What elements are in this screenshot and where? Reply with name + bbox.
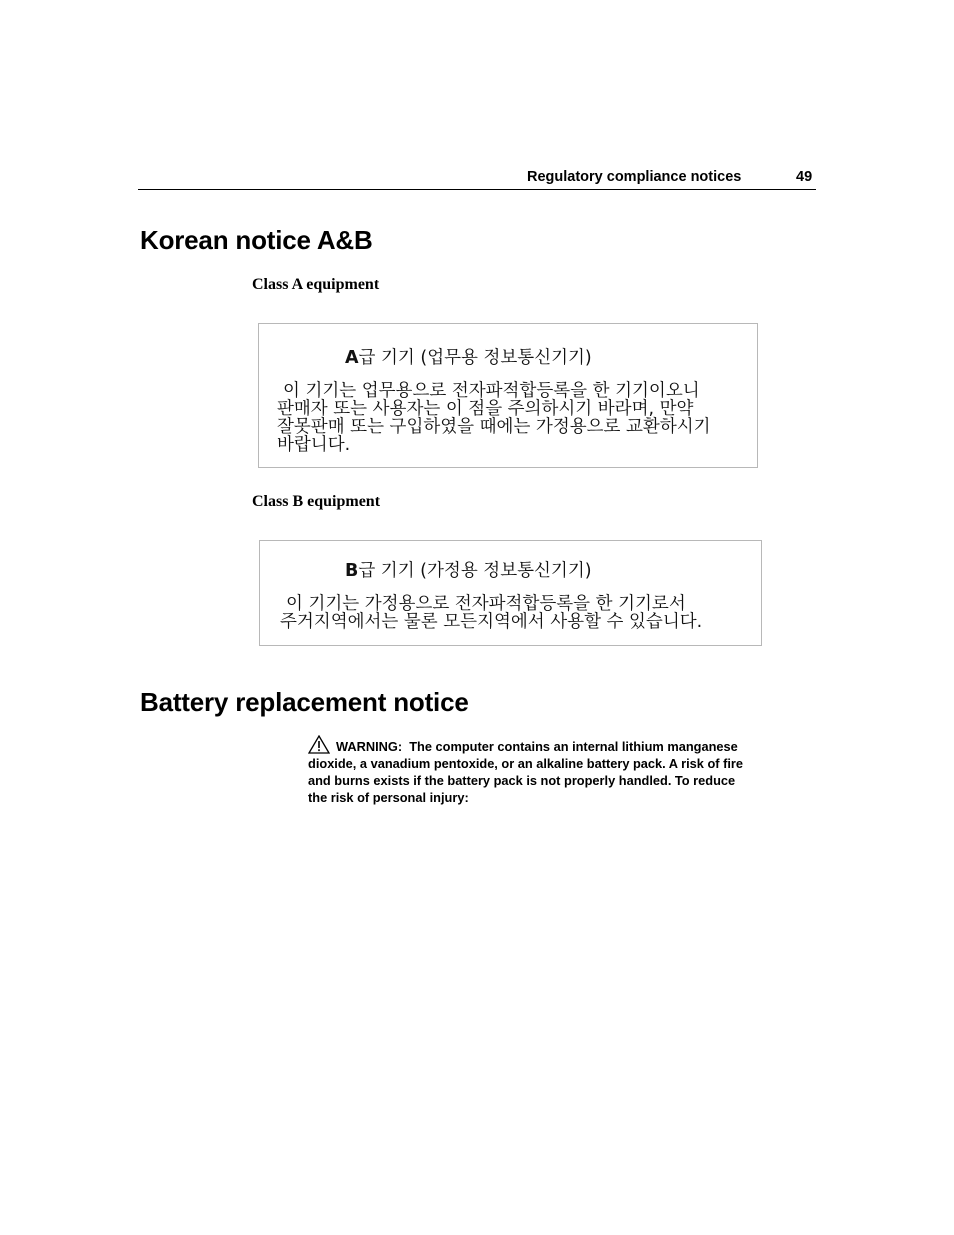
- page-number: 49: [796, 169, 813, 185]
- class-b-grade: B: [345, 561, 359, 581]
- class-a-grade: A: [345, 348, 359, 368]
- battery-notice-heading: Battery replacement notice: [140, 687, 469, 717]
- running-title: Regulatory compliance notices: [527, 169, 742, 185]
- class-a-notice-box: [258, 323, 758, 468]
- warning-block: [308, 735, 753, 806]
- class-b-notice-title: [345, 557, 592, 582]
- class-a-notice-line: 이 기기는 업무용으로 전자파적합등록을 한 기기이오니: [283, 381, 700, 401]
- class-b-label: Class B equipment: [252, 493, 381, 510]
- class-b-notice-box: [259, 540, 762, 646]
- header-rule: [138, 189, 816, 190]
- class-b-notice-line: 이 기기는 가정용으로 전자파적합등록을 한 기기로서: [286, 594, 686, 614]
- class-a-notice-line: 바랍니다.: [277, 435, 351, 455]
- warning-label: WARNING:: [336, 739, 403, 754]
- class-b-title-text: 급 기기 (가정용 정보통신기기): [358, 561, 592, 581]
- class-b-notice-line: 주거지역에서는 물론 모든지역에서 사용할 수 있습니다.: [280, 612, 703, 632]
- korean-notice-heading: Korean notice A&B: [140, 225, 373, 255]
- warning-triangle-icon: [308, 735, 330, 754]
- class-a-title-text: 급 기기 (업무용 정보통신기기): [358, 348, 592, 368]
- warning-text: The computer contains an internal lithium manganese dioxide, a vanadium pentoxide, or an alkaline battery pack. A risk of fire and burns exists if the battery pack is not properly handled. To reduce the risk of personal injury:: [308, 739, 743, 805]
- class-a-notice-title: [345, 344, 592, 369]
- class-a-label: Class A equipment: [252, 276, 380, 293]
- class-a-notice-line: 판매자 또는 사용자는 이 점을 주의하시기 바라며, 만약: [277, 399, 694, 419]
- class-a-notice-line: 잘못판매 또는 구입하였을 때에는 가정용으로 교환하시기: [277, 417, 711, 437]
